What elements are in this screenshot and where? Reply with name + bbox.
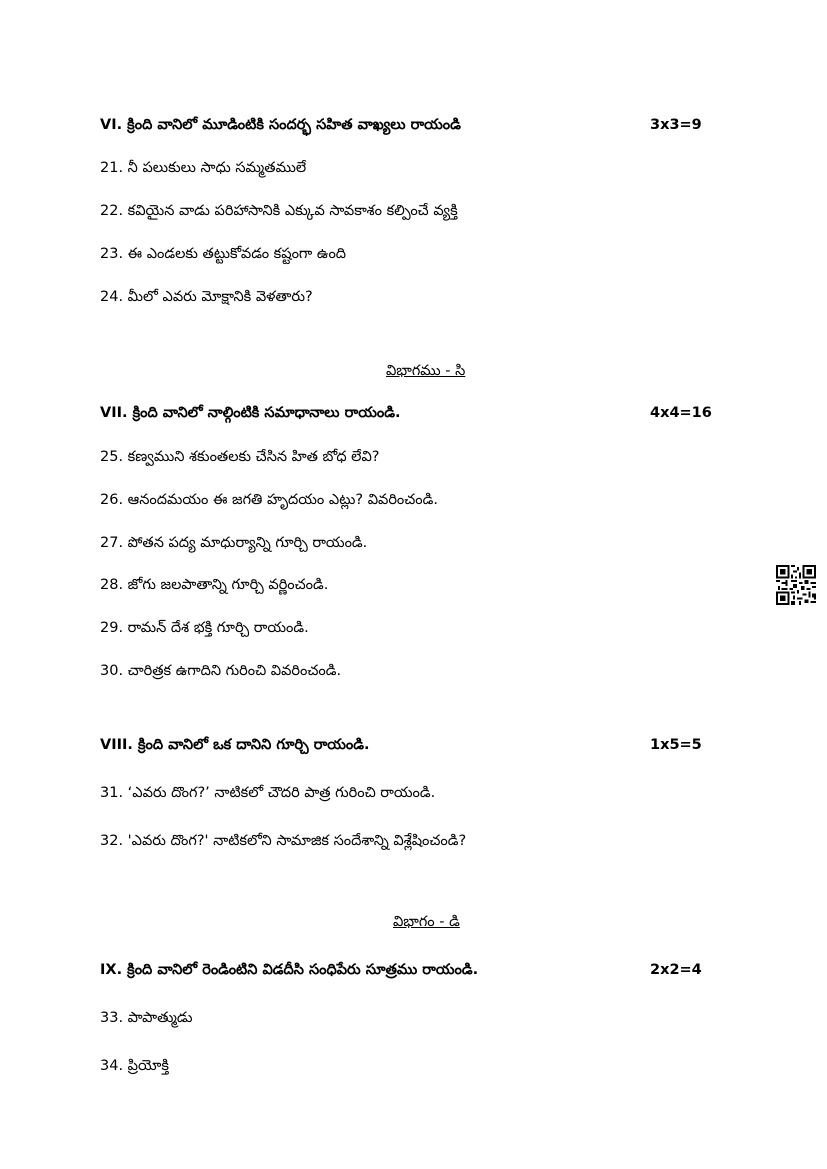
section-vii-marks: 4x4=16 bbox=[650, 405, 712, 421]
question-24: 24. మీలో ఎవరు మోక్షానికి వెళతారు? bbox=[100, 289, 313, 305]
question-30: 30. చారిత్రక ఉగాదిని గురించి వివరించండి. bbox=[100, 663, 342, 679]
section-ix-title: IX. క్రింది వానిలో రెండింటిని విడదీసి సంధిపేరు సూత్రము రాయండి. bbox=[100, 962, 479, 978]
question-29: 29. రామన్ దేశ భక్తి గూర్చి రాయండి. bbox=[100, 620, 309, 636]
question-25: 25. కణ్వముని శకుంతలకు చేసిన హిత బోధ లేవి? bbox=[100, 449, 380, 465]
section-viii-marks: 1x5=5 bbox=[650, 737, 702, 753]
section-c-heading: విభాగము - సి bbox=[386, 363, 466, 379]
section-viii-title: VIII. క్రింది వానిలో ఒక దానిని గూర్చి రాయండి. bbox=[100, 737, 370, 753]
question-21: 21. నీ పలుకులు సాధు సమ్మతములే bbox=[100, 160, 307, 176]
question-28: 28. జోగు జలపాతాన్ని గూర్చి వర్ణించండి. bbox=[100, 577, 329, 593]
question-33: 33. పాపాత్ముడు bbox=[100, 1010, 193, 1026]
question-26: 26. ఆనందమయం ఈ జగతి హృదయం ఎట్లు? వివరించండి. bbox=[100, 492, 438, 508]
question-34: 34. ప్రియోక్తి bbox=[100, 1058, 169, 1074]
section-vi-title: VI. క్రింది వానిలో మూడింటికి సందర్భ సహిత వాఖ్యలు రాయండి bbox=[100, 117, 461, 133]
qr-code-icon bbox=[776, 565, 816, 605]
section-vii-title: VII. క్రింది వానిలో నాల్గింటికి సమాధానాలు రాయండి. bbox=[100, 405, 401, 421]
section-d-heading: విభాగం - డి bbox=[393, 914, 460, 930]
question-22: 22. కవియైన వాడు పరిహాసానికి ఎక్కువ సావకాశం కల్పించే వ్యక్తి bbox=[100, 203, 458, 219]
question-31: 31. ‘ఎవరు దొంగ?’ నాటికలో చౌదరి పాత్ర గురించి రాయండి. bbox=[100, 785, 436, 801]
question-23: 23. ఈ ఎండలకు తట్టుకోవడం కష్టంగా ఉంది bbox=[100, 246, 347, 262]
question-27: 27. పోతన పద్య మాధుర్యాన్ని గూర్చి రాయండి. bbox=[100, 535, 368, 551]
question-32: 32. 'ఎవరు దొంగ?' నాటికలోని సామాజిక సందేశాన్ని విశ్లేషించండి? bbox=[100, 833, 467, 849]
section-vi-marks: 3x3=9 bbox=[650, 117, 702, 133]
section-ix-marks: 2x2=4 bbox=[650, 962, 702, 978]
